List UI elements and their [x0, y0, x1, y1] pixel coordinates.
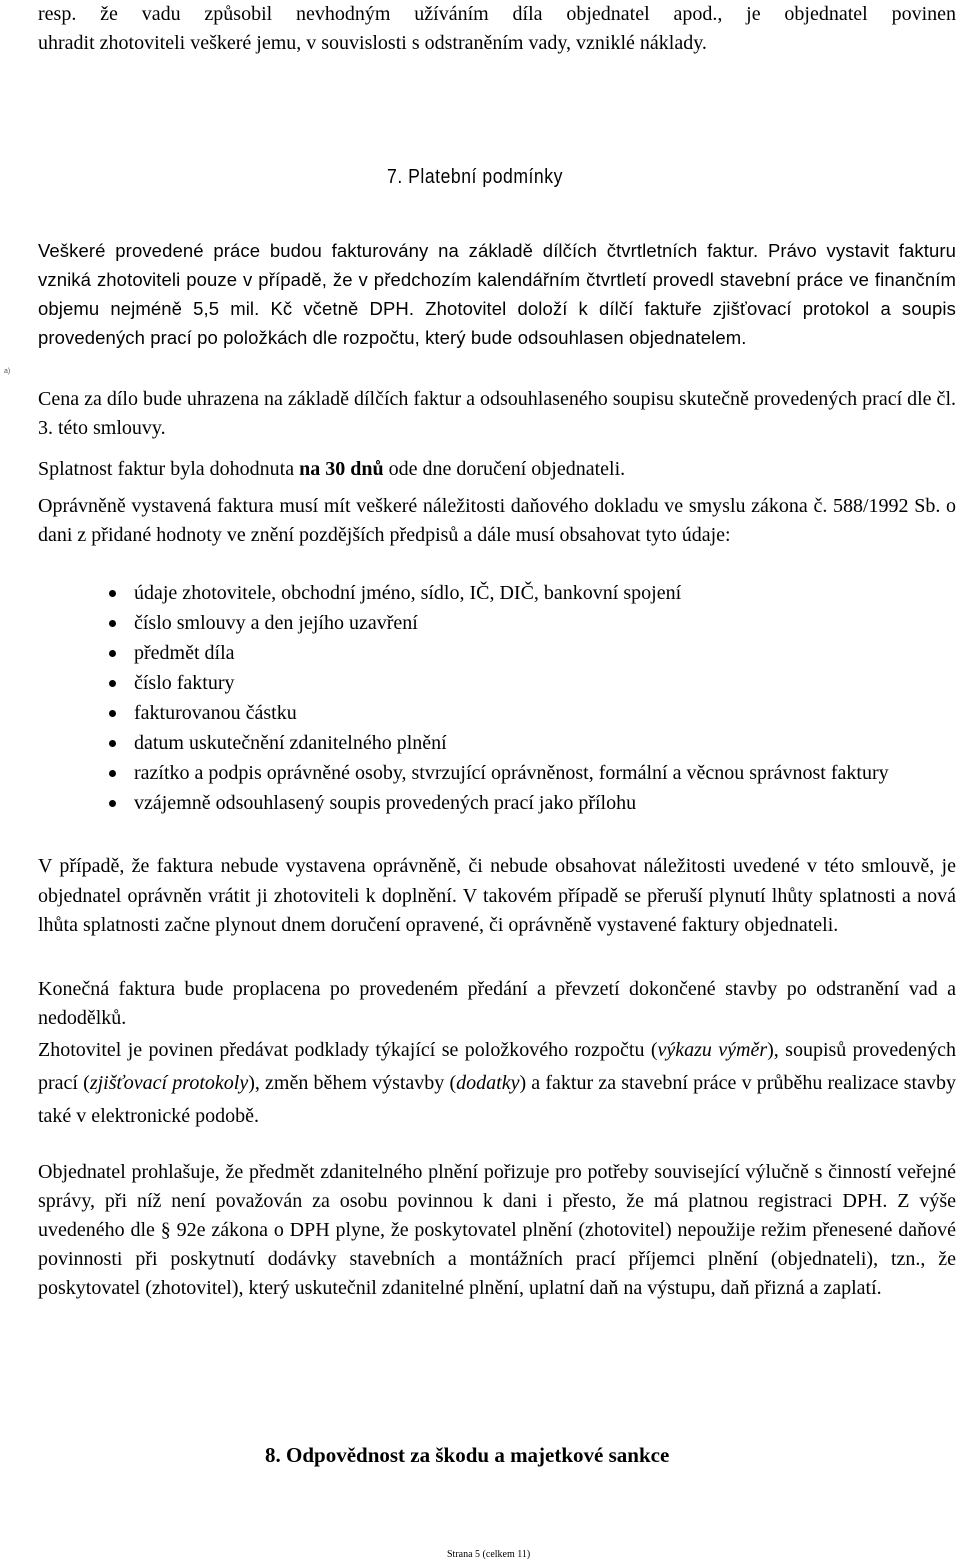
paragraph-invoicing: Veškeré provedené práce budou fakturovány na základě dílčích čtvrtletních faktur. Právo vystavit fakturu vzniká zhotoviteli pouze v případě, že v předchozím kalendářním čtvrtletí provedl stavební práce ve finančním objemu nejméně 5,5 mil. Kč včetně DPH. Zhotovitel doloží k dílčí faktuře zjišťovací protokol a soupis provedených prací po položkách dle rozpočtu, který bude odsouhlasen objednatelem. [38, 240, 956, 348]
bullet-icon [109, 770, 116, 777]
section-8-heading: 8. Odpovědnost za škodu a majetkové sankce [265, 1443, 670, 1467]
paragraph-electronic-docs [38, 1034, 956, 1133]
paragraph-due-date [38, 455, 956, 484]
invoice-details-list [38, 578, 956, 818]
bullet-icon [109, 680, 116, 687]
list-item: předmět díla [38, 638, 956, 668]
docs-text-4: ) a faktur za stavební práce v průběhu realizace stavby také v elektronické podobě. [38, 1072, 956, 1127]
margin-mark: a) [4, 368, 11, 375]
bullet-icon [109, 650, 116, 657]
page-footer: Strana 5 (celkem 11) [447, 1549, 531, 1560]
list-item: číslo faktury [38, 668, 956, 698]
paragraph-vat: Objednatel prohlašuje, že předmět zdanitelného plnění pořizuje pro potřeby související výlučně s činností veřejné správy, při níž není považován za osobu povinnou k dani i přesto, že má platnou registraci DPH. Z výše uvedeného dle § 92e zákona o DPH plyne, že poskytovatel plnění (zhotovitel) nepoužije režim přenesené daňové povinnosti při poskytnutí dodávky stavebních a montážních prací příjemci plnění (objednateli), tzn., že poskytovatel (zhotovitel), který uskutečnil zdanitelné plnění, uplatní daň na výstupu, daň přizná a zaplatí. [38, 1161, 956, 1299]
paragraph-invoice-requirements: Oprávněně vystavená faktura musí mít veškeré náležitosti daňového dokladu ve smyslu zákona č. 588/1992 Sb. o dani z přidané hodnoty ve znění pozdějších předpisů a dále musí obsahovat tyto údaje: [38, 495, 956, 546]
bullet-icon [109, 620, 116, 627]
docs-text-3: ), změn během výstavby ( [248, 1072, 457, 1094]
list-item: razítko a podpis oprávněné osoby, stvrzující oprávněnost, formální a věcnou správnost faktury [38, 758, 956, 788]
paragraph-final-invoice: Konečná faktura bude proplacena po provedeném předání a převzetí dokončené stavby po odstranění vad a nedodělků. [38, 978, 956, 1029]
docs-text-2: ), soupisů provedených prací ( [38, 1039, 956, 1094]
paragraph-invoice-return: V případě, že faktura nebude vystavena oprávněně, či nebude obsahovat náležitosti uvedené v této smlouvě, je objednatel oprávněn vrátit ji zhotoviteli k doplnění. V takovém případě se přeruší plynutí lhůty splatnosti a nová lhůta splatnosti začne plynout dnem doručení opravené, či oprávněně vystavené faktury objednateli. [38, 855, 956, 936]
bullet-icon [109, 710, 116, 717]
list-item: datum uskutečnění zdanitelného plnění [38, 728, 956, 758]
due-days: na 30 dnů [299, 458, 384, 480]
bullet-icon [109, 800, 116, 807]
docs-italic-1: výkazu výměr [657, 1039, 768, 1061]
list-item: údaje zhotovitele, obchodní jméno, sídlo, IČ, DIČ, bankovní spojení [38, 578, 956, 608]
bullet-icon [109, 590, 116, 597]
docs-text-1: Zhotovitel je povinen předávat podklady týkající se položkového rozpočtu ( [38, 1039, 658, 1061]
list-item: fakturovanou částku [38, 698, 956, 728]
due-text-after: ode dne doručení objednateli. [383, 458, 626, 480]
continuation-line-1: resp. že vadu způsobil nevhodným užíváním díla objednatel apod., je objednatel povinen [38, 3, 956, 25]
list-item: vzájemně odsouhlasený soupis provedených prací jako přílohu [38, 788, 956, 818]
list-item: číslo smlouvy a den jejího uzavření [38, 608, 956, 638]
continuation-line-2: uhradit zhotoviteli veškeré jemu, v souvislosti s odstraněním vady, vzniklé náklady. [38, 32, 707, 54]
docs-italic-2: zjišťovací protokoly [89, 1072, 249, 1094]
bullet-icon [109, 740, 116, 747]
docs-italic-3: dodatky [456, 1072, 520, 1094]
due-text-before: Splatnost faktur byla dohodnuta [38, 458, 300, 480]
section-7-heading: 7. Platební podmínky [387, 166, 563, 188]
paragraph-price: Cena za dílo bude uhrazena na základě dílčích faktur a odsouhlaseného soupisu skutečně provedených prací dle čl. 3. této smlouvy. [38, 388, 956, 439]
